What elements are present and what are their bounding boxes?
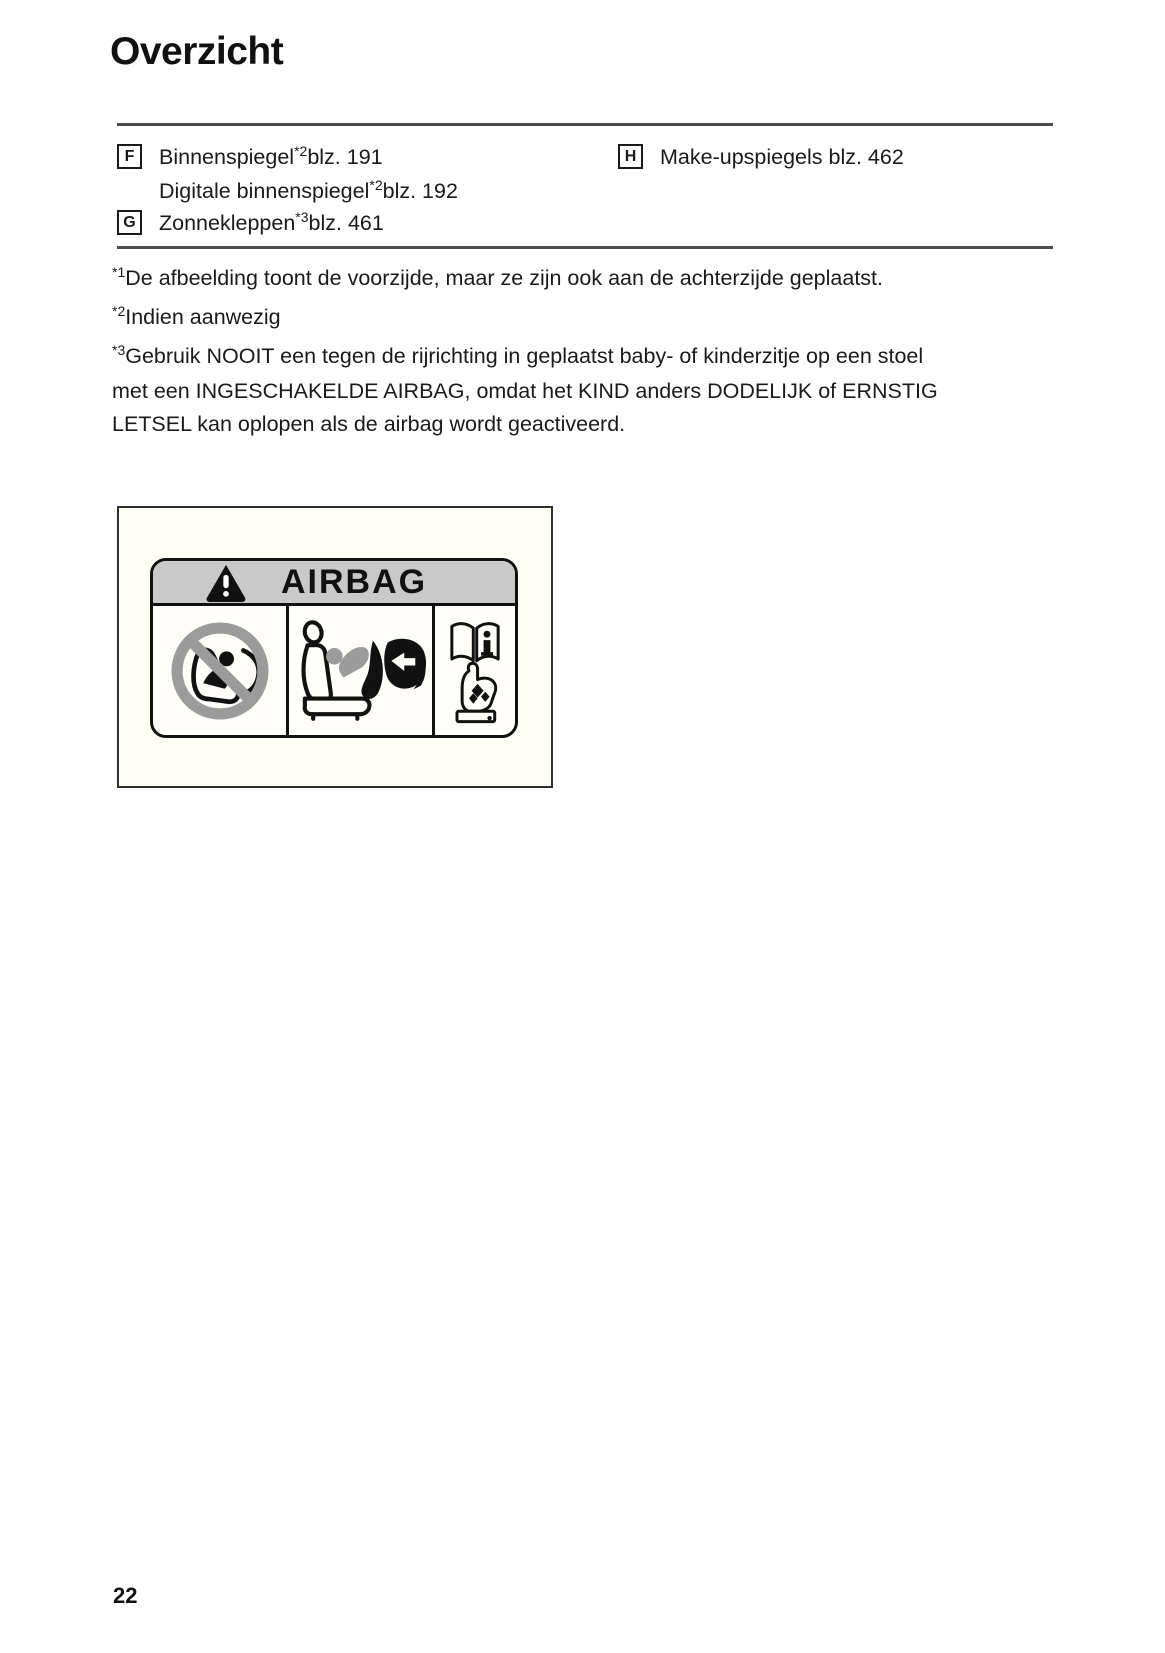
page-reference: blz. 462 [822,145,904,169]
legend-label: Make-upspiegels blz. 462 [660,145,904,169]
footnote-text: LETSEL kan oplopen als de airbag wordt geactiveerd. [112,412,626,436]
figure-airbag-warning [117,506,553,788]
legend-letter-badge: H [618,144,643,169]
airbag-strikes-child-seat-icon [289,606,435,735]
footnote-1 [112,262,1092,297]
read-owners-manual-icon [435,606,515,735]
footnote-ref: *2 [294,143,308,159]
divider-bottom [117,246,1053,249]
footnote-text: met een INGESCHAKELDE AIRBAG, omdat het KIND anders DODELIJK of ERNSTIG [112,379,938,403]
legend-label: Zonnekleppen$^{*3}$blz. 461 [159,209,384,235]
legend-item-g [117,207,384,241]
footnote-marker: *1 [112,264,126,280]
footnote-marker: *2 [112,303,126,319]
footnote-text: Gebruik NOOIT een tegen de rijrichting in geplaatst baby- of kinderzitje op een stoel [125,344,924,368]
legend-letter-badge: F [117,144,142,169]
footnote-text: Indien aanwezig [125,305,281,329]
warning-triangle-icon [205,563,247,602]
footnote-text: De afbeelding toont de voorzijde, maar ze zijn ook aan de achterzijde geplaatst. [125,266,883,290]
footnote-ref: *2 [369,177,383,193]
footnote-2 [112,301,1092,336]
no-rear-facing-child-seat-icon [153,606,289,735]
page-number: 22 [113,1583,138,1608]
airbag-label-body [153,606,515,735]
footnote-3 [112,340,1092,441]
airbag-warning-label [150,558,518,738]
page-title: Overzicht [110,30,284,73]
page-reference: blz. 461 [308,211,384,235]
legend-item-h [618,141,904,175]
legend-item-f [117,141,458,209]
legend-label: Binnenspiegel$^{*2}$blz. 191 [159,143,383,169]
legend-letter-badge: G [117,210,142,235]
legend-label: Digitale binnenspiegel$^{*2}$blz. 192 [159,177,458,203]
page-reference: blz. 192 [382,179,458,203]
airbag-label-title: AIRBAG [281,562,428,601]
footnote-ref: *3 [295,209,309,225]
divider-top [117,123,1053,126]
airbag-label-header [153,561,515,606]
footnote-marker: *3 [112,342,126,358]
page-reference: blz. 191 [307,145,383,169]
